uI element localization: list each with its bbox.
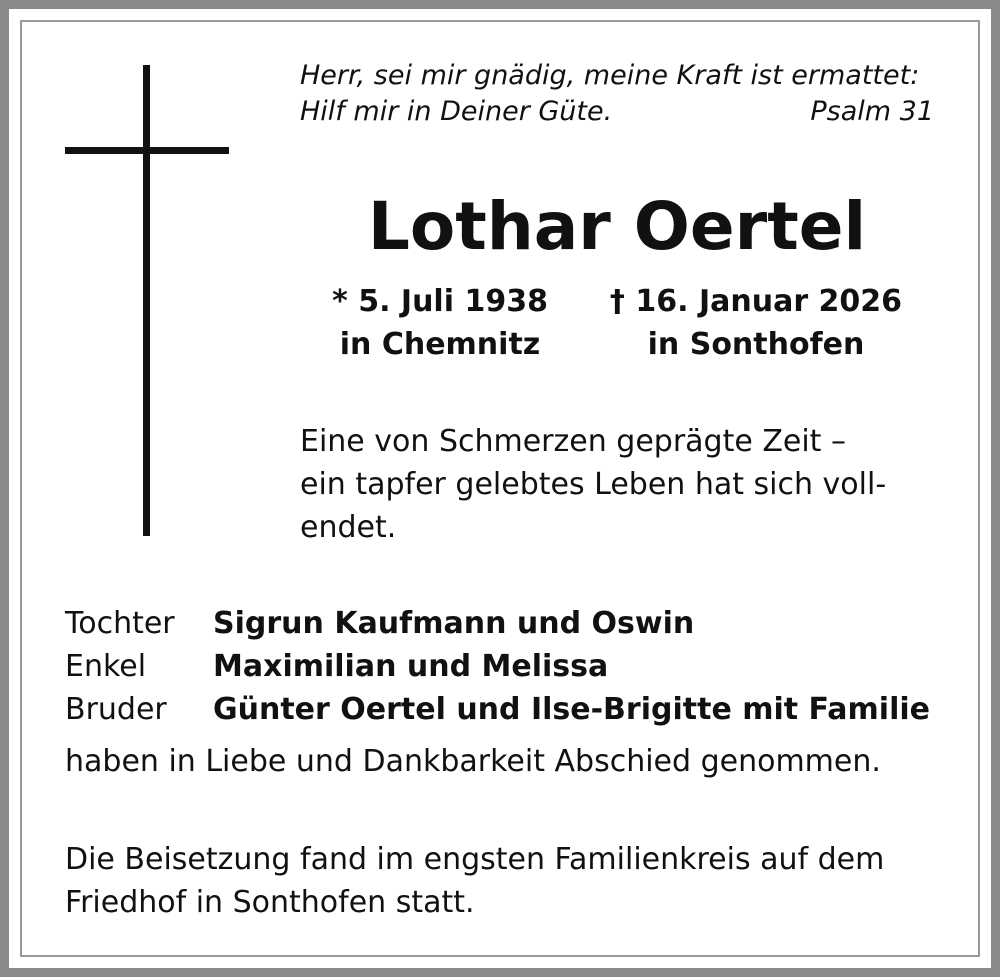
tribute-line-1: Eine von Schmerzen geprägte Zeit – — [300, 424, 846, 459]
funeral-notice — [65, 838, 965, 924]
verse-text-2: Hilf mir in Deiner Güte. — [300, 96, 613, 127]
tribute-line-3: endet. — [300, 510, 397, 545]
mourner-relation: Tochter — [65, 606, 175, 641]
cross-vertical-bar — [143, 65, 150, 536]
birth-place: in Chemnitz — [339, 327, 541, 362]
mourner-row — [65, 645, 965, 688]
mourner-relation: Bruder — [65, 692, 167, 727]
tribute-line-2: ein tapfer gelebtes Leben hat sich voll- — [300, 467, 887, 502]
verse-line-2 — [300, 94, 934, 130]
cross-horizontal-bar — [65, 147, 229, 154]
mourner-relation: Enkel — [65, 649, 147, 684]
death-date: † 16. Januar 2026 — [609, 284, 903, 319]
funeral-line-1: Die Beisetzung fand im engsten Familienkreis auf dem — [65, 842, 885, 877]
mourner-names: Maximilian und Melissa — [213, 649, 609, 684]
mourner-names: Sigrun Kaufmann und Oswin — [213, 606, 695, 641]
verse-text-1: Herr, sei mir gnädig, meine Kraft ist ermattet: — [300, 60, 920, 91]
mourner-row — [65, 688, 965, 731]
mourners-list — [65, 602, 965, 731]
death-place: in Sonthofen — [647, 327, 865, 362]
birth-info — [318, 280, 562, 366]
verse-line-1 — [300, 58, 934, 94]
mourner-names: Günter Oertel und Ilse-Brigitte mit Familie — [213, 692, 930, 727]
closing-statement: haben in Liebe und Dankbarkeit Abschied genommen. — [65, 744, 881, 779]
bible-verse — [300, 58, 934, 130]
deceased-name: Lothar Oertel — [367, 188, 867, 265]
funeral-line-2: Friedhof in Sonthofen statt. — [65, 885, 475, 920]
mourner-row — [65, 602, 965, 645]
verse-reference: Psalm 31 — [810, 96, 934, 127]
death-info — [596, 280, 916, 366]
birth-date: * 5. Juli 1938 — [332, 284, 548, 319]
tribute-text — [300, 420, 940, 549]
